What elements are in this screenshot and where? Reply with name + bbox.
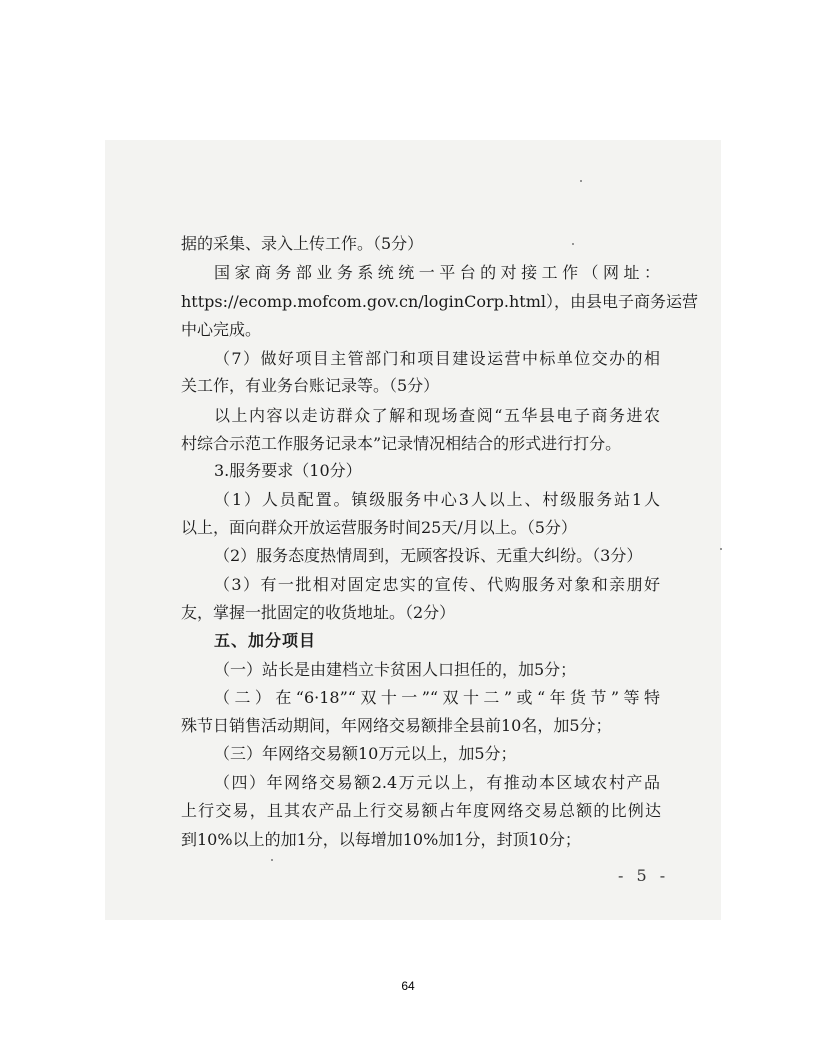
text-line: 关工作，有业务台账记录等。（5分） — [181, 376, 440, 395]
text-line: 友，掌握一批固定的收货地址。（2分） — [181, 603, 456, 622]
scan-speck — [271, 859, 273, 861]
text-line: 上行交易，且其农产品上行交易额占年度网络交易总额的比例达 — [181, 801, 661, 820]
page-number: - 5 - — [618, 866, 670, 885]
text-line: 以上内容以走访群众了解和现场查阅“五华县电子商务进农 — [214, 406, 660, 425]
scan-speck — [580, 180, 582, 182]
text-line: （3）有一批相对固定忠实的宣传、代购服务对象和亲朋好 — [214, 575, 660, 594]
section-subheading: 3.服务要求（10分） — [214, 461, 362, 480]
scan-speck — [572, 243, 574, 245]
footer-page-number: 64 — [401, 979, 415, 993]
text-line: （2）服务态度热情周到，无顾客投诉、无重大纠纷。（3分） — [214, 546, 643, 565]
text-line: 以上，面向群众开放运营服务时间25天/月以上。（5分） — [181, 518, 577, 537]
section-heading: 五、加分项目 — [214, 631, 317, 650]
text-line: （三）年网络交易额10万元以上，加5分； — [214, 744, 517, 763]
text-line: （一）站长是由建档立卡贫困人口担任的，加5分； — [214, 660, 577, 679]
text-line: 到10%以上的加1分，以每增加10%加1分，封顶10分； — [181, 830, 581, 849]
url-line: https://ecomp.mofcom.gov.cn/loginCorp.html），由县电子商务运营 — [181, 292, 698, 311]
text-line: 国家商务部业务系统统一平台的对接工作（网址： — [214, 263, 660, 282]
text-line: 据的采集、录入上传工作。（5分） — [181, 234, 424, 253]
text-line: （二）在“6·18”“双十一”“双十二”或“年货节”等特 — [214, 688, 660, 707]
text-line: 中心完成。 — [181, 320, 262, 339]
text-line: （1）人员配置。镇级服务中心3人以上、村级服务站1人 — [214, 490, 660, 509]
text-line: 殊节日销售活动期间，年网络交易额排全县前10名，加5分； — [181, 716, 612, 735]
scan-speck — [720, 548, 722, 550]
text-line: 村综合示范工作服务记录本”记录情况相结合的形式进行打分。 — [181, 434, 622, 453]
text-line: （四）年网络交易额2.4万元以上，有推动本区域农村产品 — [214, 773, 660, 792]
text-line: （7）做好项目主管部门和项目建设运营中标单位交办的相 — [214, 349, 660, 368]
